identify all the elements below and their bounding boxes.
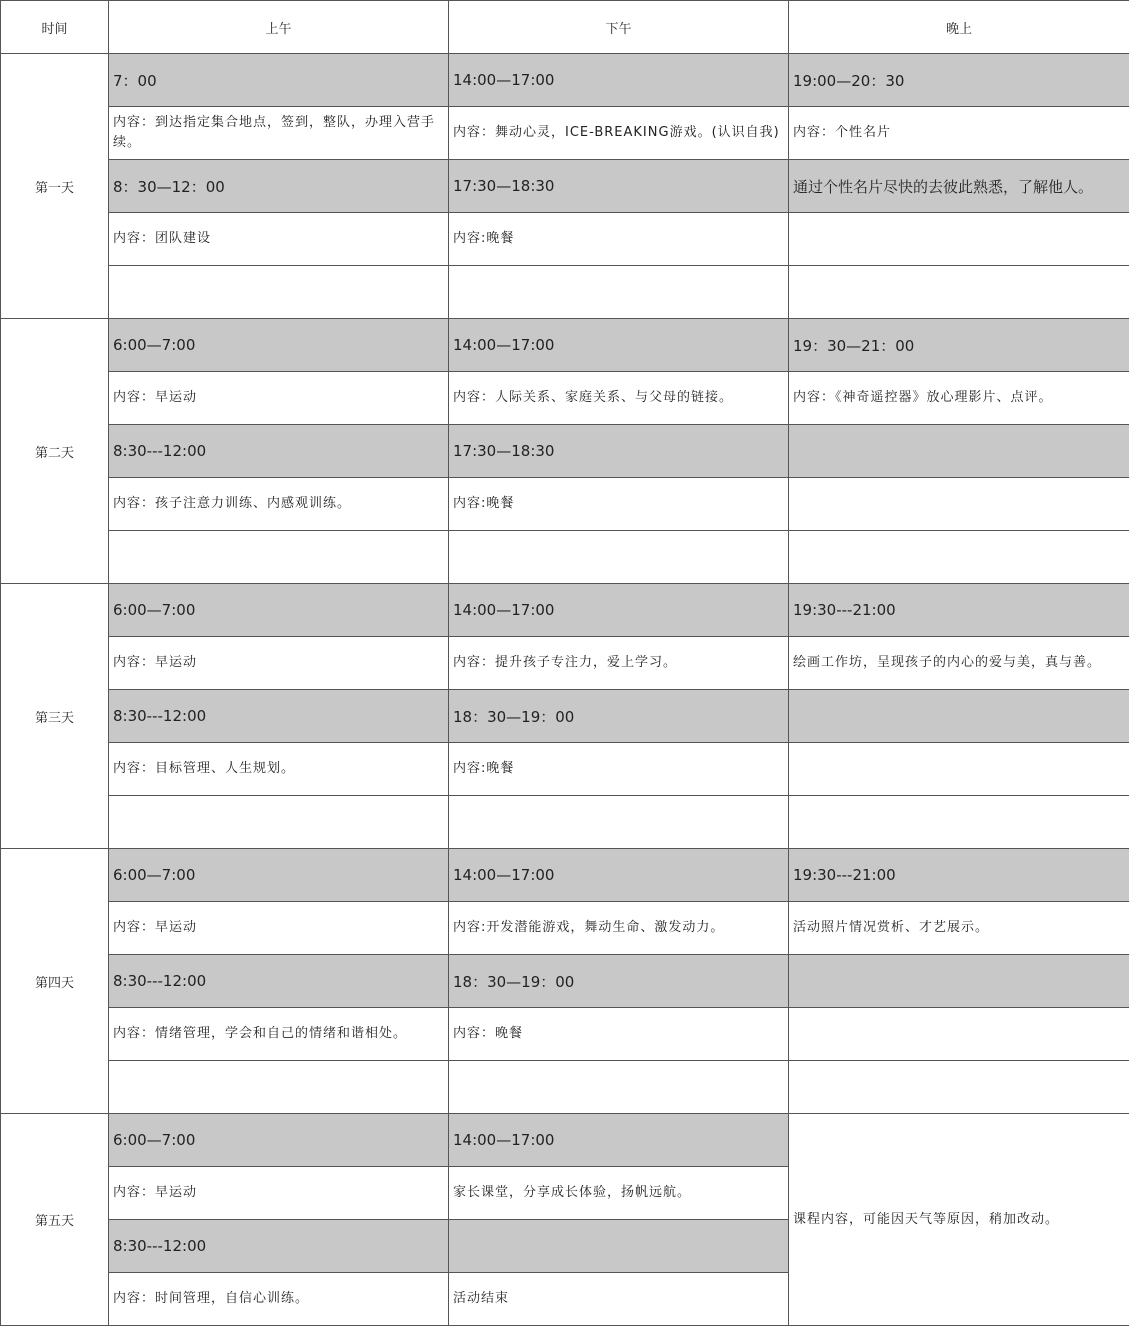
time-cell-evening: 19:30---21:00 — [789, 849, 1129, 902]
time-cell-evening: 19:30---21:00 — [789, 584, 1129, 637]
content-cell-afternoon: 内容：人际关系、家庭关系、与父母的链接。 — [449, 372, 789, 425]
time-cell-evening — [789, 425, 1129, 478]
content-cell-morning: 内容：情绪管理，学会和自己的情绪和谐相处。 — [109, 1008, 449, 1061]
content-cell-evening — [789, 1061, 1129, 1114]
time-cell-morning: 8:30---12:00 — [109, 955, 449, 1008]
time-cell-morning: 8:30---12:00 — [109, 1220, 449, 1273]
time-cell-evening: 通过个性名片尽快的去彼此熟悉，了解他人。 — [789, 160, 1129, 213]
header-morning: 上午 — [109, 1, 449, 54]
content-cell-evening: 内容：个性名片 — [789, 107, 1129, 160]
schedule-row — [1, 584, 1129, 637]
content-cell-morning: 内容：早运动 — [109, 902, 449, 955]
content-cell-evening — [789, 478, 1129, 531]
schedule-row — [1, 213, 1129, 266]
content-cell-morning: 内容：早运动 — [109, 1167, 449, 1220]
header-evening: 晚上 — [789, 1, 1129, 54]
day-label: 第四天 — [1, 849, 109, 1114]
time-cell-afternoon: 14:00—17:00 — [449, 319, 789, 372]
time-cell-morning: 8：30—12：00 — [109, 160, 449, 213]
time-cell-morning: 8:30---12:00 — [109, 425, 449, 478]
time-cell-afternoon: 18：30—19：00 — [449, 955, 789, 1008]
content-cell-evening — [789, 266, 1129, 319]
time-cell-afternoon — [449, 1220, 789, 1273]
time-cell-morning: 6:00—7:00 — [109, 1114, 449, 1167]
header-afternoon: 下午 — [449, 1, 789, 54]
content-cell-evening — [789, 531, 1129, 584]
schedule-row — [1, 531, 1129, 584]
schedule-row — [1, 1061, 1129, 1114]
time-cell-evening: 19:00—20：30 — [789, 54, 1129, 107]
content-cell-afternoon: 内容：舞动心灵，ICE-BREAKING游戏。(认识自我) — [449, 107, 789, 160]
header-time: 时间 — [1, 1, 109, 54]
schedule-row — [1, 902, 1129, 955]
schedule-row — [1, 743, 1129, 796]
content-cell-afternoon: 内容：提升孩子专注力，爱上学习。 — [449, 637, 789, 690]
content-cell-morning: 内容：团队建设 — [109, 213, 449, 266]
content-cell-morning: 内容：目标管理、人生规划。 — [109, 743, 449, 796]
time-cell-afternoon: 17:30—18:30 — [449, 160, 789, 213]
time-cell-morning: 7：00 — [109, 54, 449, 107]
schedule-row — [1, 955, 1129, 1008]
schedule-row — [1, 425, 1129, 478]
schedule-row — [1, 266, 1129, 319]
content-cell-morning — [109, 531, 449, 584]
schedule-body — [1, 1, 1129, 1326]
time-cell-afternoon: 17:30—18:30 — [449, 425, 789, 478]
content-cell-evening: 绘画工作坊，呈现孩子的内心的爱与美，真与善。 — [789, 637, 1129, 690]
content-cell-afternoon: 内容:开发潜能游戏，舞动生命、激发动力。 — [449, 902, 789, 955]
day-label: 第五天 — [1, 1114, 109, 1326]
schedule-row — [1, 372, 1129, 425]
time-cell-afternoon: 14:00—17:00 — [449, 584, 789, 637]
content-cell-evening — [789, 213, 1129, 266]
content-cell-morning: 内容：早运动 — [109, 637, 449, 690]
time-cell-morning: 6:00—7:00 — [109, 849, 449, 902]
content-cell-afternoon: 内容:晚餐 — [449, 743, 789, 796]
header-row — [1, 1, 1129, 54]
content-cell-evening: 内容：《神奇遥控器》放心理影片、点评。 — [789, 372, 1129, 425]
content-cell-afternoon: 内容:晚餐 — [449, 213, 789, 266]
content-cell-afternoon: 活动结束 — [449, 1273, 789, 1326]
content-cell-morning — [109, 266, 449, 319]
content-cell-afternoon — [449, 531, 789, 584]
day-label: 第一天 — [1, 54, 109, 319]
content-cell-morning: 内容：到达指定集合地点，签到，整队，办理入营手续。 — [109, 107, 449, 160]
content-cell-afternoon — [449, 266, 789, 319]
schedule-row — [1, 478, 1129, 531]
content-cell-afternoon — [449, 1061, 789, 1114]
time-cell-afternoon: 14:00—17:00 — [449, 1114, 789, 1167]
day-label: 第二天 — [1, 319, 109, 584]
content-cell-morning — [109, 1061, 449, 1114]
schedule-row — [1, 160, 1129, 213]
time-cell-morning: 8:30---12:00 — [109, 690, 449, 743]
schedule-row — [1, 1008, 1129, 1061]
content-cell-morning: 内容：孩子注意力训练、内感观训练。 — [109, 478, 449, 531]
content-cell-evening — [789, 743, 1129, 796]
content-cell-evening — [789, 796, 1129, 849]
time-cell-morning: 6:00—7:00 — [109, 319, 449, 372]
schedule-row — [1, 690, 1129, 743]
content-cell-evening: 活动照片情况赏析、才艺展示。 — [789, 902, 1129, 955]
content-cell-afternoon — [449, 796, 789, 849]
evening-note: 课程内容，可能因天气等原因，稍加改动。 — [789, 1114, 1129, 1326]
time-cell-morning: 6:00—7:00 — [109, 584, 449, 637]
schedule-row — [1, 107, 1129, 160]
content-cell-morning: 内容：时间管理，自信心训练。 — [109, 1273, 449, 1326]
content-cell-afternoon: 内容：晚餐 — [449, 1008, 789, 1061]
content-cell-morning — [109, 796, 449, 849]
time-cell-afternoon: 14:00—17:00 — [449, 54, 789, 107]
schedule-row — [1, 1114, 1129, 1167]
schedule-row — [1, 637, 1129, 690]
schedule-row — [1, 796, 1129, 849]
content-cell-evening — [789, 1008, 1129, 1061]
time-cell-evening: 19：30—21：00 — [789, 319, 1129, 372]
schedule-row — [1, 849, 1129, 902]
content-cell-morning: 内容：早运动 — [109, 372, 449, 425]
content-cell-afternoon: 家长课堂，分享成长体验，扬帆远航。 — [449, 1167, 789, 1220]
time-cell-evening — [789, 955, 1129, 1008]
time-cell-evening — [789, 690, 1129, 743]
content-cell-afternoon: 内容:晚餐 — [449, 478, 789, 531]
time-cell-afternoon: 14:00—17:00 — [449, 849, 789, 902]
schedule-row — [1, 319, 1129, 372]
day-label: 第三天 — [1, 584, 109, 849]
time-cell-afternoon: 18：30—19：00 — [449, 690, 789, 743]
schedule-row — [1, 54, 1129, 107]
